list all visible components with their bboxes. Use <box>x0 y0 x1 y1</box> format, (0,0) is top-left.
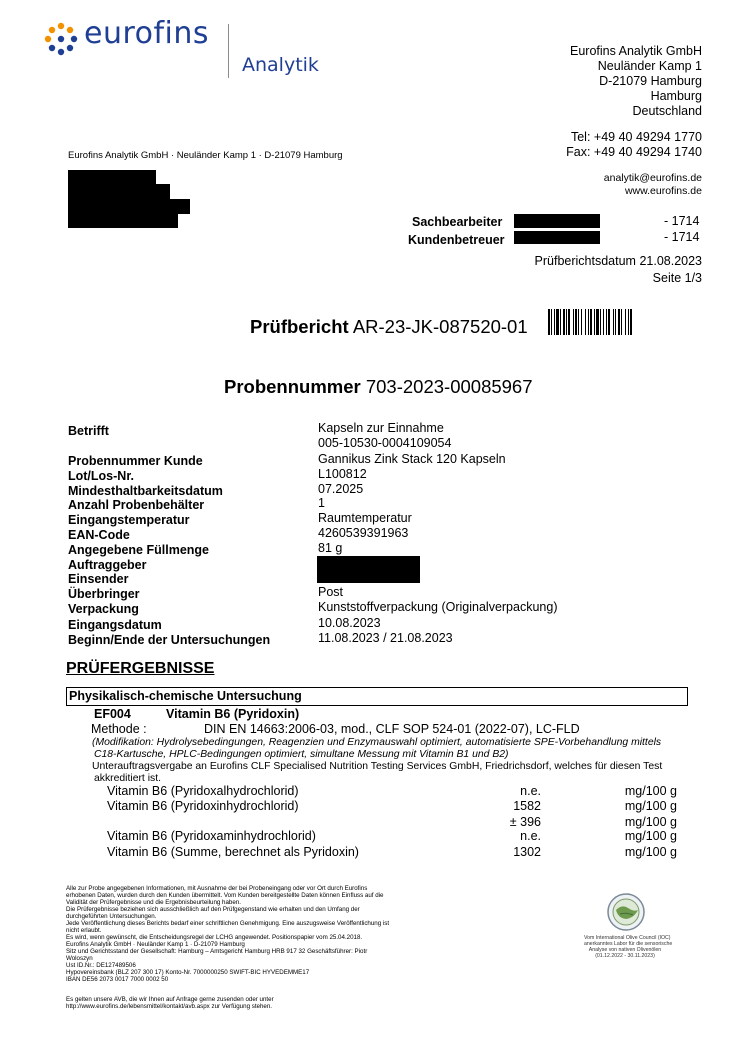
property-value: Kunststoffverpackung (Originalverpackung) <box>318 600 558 614</box>
modification-line: C18-Kartusche, HPLC-Bedingungen optimiert, simultane Messung mit Vitamin B1 und B2) <box>94 749 509 760</box>
property-value: Raumtemperatur <box>318 511 412 525</box>
ioc-line: Vom International Olive Council (IOC) <box>584 935 671 941</box>
property-value: 81 g <box>318 541 343 555</box>
property-label: Einsender <box>68 572 129 586</box>
method-label: Methode : <box>91 722 147 736</box>
avb-line[interactable]: http://www.eurofins.de/lebensmittel/kontakt/avb.aspx zur Verfügung stehen. <box>66 1003 273 1010</box>
redacted-sachbearbeiter <box>514 214 600 228</box>
tel: Tel: +49 40 49294 1770 <box>570 130 702 144</box>
property-value: 005-10530-0004109054 <box>318 436 452 450</box>
modification-line: (Modifikation: Hydrolysebedingungen, Reagenzien und Enzymauswahl optimiert, automatisierte SPE-Vorbehandlung mittels <box>92 737 662 748</box>
report-number: AR-23-JK-087520-01 <box>352 316 528 337</box>
property-value: Post <box>318 585 344 599</box>
result-value: n.e. <box>520 784 541 798</box>
kundenbetreuer-label: Kundenbetreuer <box>408 233 505 247</box>
method-text: DIN EN 14663:2006-03, mod., CLF SOP 524-01 (2022-07), LC-FLD <box>204 722 580 736</box>
property-value: Kapseln zur Einnahme <box>318 421 444 435</box>
property-label: Mindesthaltbarkeitsdatum <box>68 484 223 498</box>
ioc-line: anerkanntes Labor für die sensorische <box>584 941 673 947</box>
method-modification <box>92 737 661 761</box>
subcontract-line: akkreditiert ist. <box>94 773 161 784</box>
footer-line: Sitz und Gerichtsstand der Gesellschaft: Hamburg – Amtsgericht Hamburg HRB 917 32 Geschäftsführer: Piotr <box>66 948 368 955</box>
result-unit: mg/100 g <box>624 829 677 843</box>
result-value: n.e. <box>520 829 541 843</box>
property-label: Überbringer <box>68 587 140 601</box>
footer-line: Eurofins Analytik GmbH · Neuländer Kamp 1 · D-21079 Hamburg <box>66 941 245 948</box>
property-label: Anzahl Probenbehälter <box>68 498 205 512</box>
return-address: Eurofins Analytik GmbH · Neuländer Kamp 1 · D-21079 Hamburg <box>68 150 343 161</box>
property-value: 10.08.2023 <box>318 616 381 630</box>
footer-line: nicht erlaubt. <box>66 927 102 934</box>
kundenbetreuer-ext: - 1714 <box>664 230 700 244</box>
footer-line: IBAN DE56 2073 0017 7000 0002 50 <box>66 976 169 983</box>
results-heading: PRÜFERGEBNISSE <box>66 660 215 677</box>
property-value: 1 <box>318 496 325 510</box>
subcontract-note <box>92 761 662 785</box>
redacted-einsender <box>317 569 420 583</box>
logo-sub: Analytik <box>242 54 319 76</box>
property-label: Angegebene Füllmenge <box>68 543 209 557</box>
property-value: 11.08.2023 / 21.08.2023 <box>318 631 453 645</box>
ioc-seal <box>606 892 646 932</box>
result-value: 1302 <box>513 845 541 859</box>
footer-line: Validität der Prüfergebnisse und die Ergebnisbeurteilung haben. <box>66 899 241 906</box>
property-label: Probennummer Kunde <box>68 454 203 468</box>
analyte-name: Vitamin B6 (Pyridoxin) <box>166 707 300 721</box>
results-section-title: Physikalisch-chemische Untersuchung <box>69 689 302 703</box>
property-label: Betrifft <box>68 424 109 438</box>
subcontract-line: Unterauftragsvergabe an Eurofins CLF Specialised Nutrition Testing Services GmbH, Friedrichsdorf, welches für diesen Test <box>92 761 663 772</box>
footer-line: Jede Veröffentlichung dieses Berichts bedarf einer schriftlichen Genehmigung. Eine auszugsweise Veröffentlichung ist <box>66 920 390 927</box>
ioc-line: Analyse von nativen Olivenölen <box>588 947 662 953</box>
footer-line: Es wird, wenn gewünscht, die Entscheidungsregel der LCHG angewendet. Positionspapier vom 25.04.2018. <box>66 934 363 941</box>
results-section-box <box>66 687 688 706</box>
footer-line: Ust ID.Nr.: DE127489506 <box>66 962 136 969</box>
property-label: Beginn/Ende der Untersuchungen <box>68 633 271 647</box>
sample-number: 703-2023-00085967 <box>365 376 533 397</box>
footer-line: Alle zur Probe angegebenen Informationen, mit Ausnahme der bei Probeneingang oder vor Ort durch Eurofins <box>66 885 368 892</box>
email[interactable]: analytik@eurofins.de <box>603 172 702 184</box>
footer-avb <box>66 996 274 1010</box>
sender-line: Hamburg <box>650 89 702 103</box>
redacted-recipient-line <box>68 170 156 184</box>
report-date: Prüfberichtsdatum 21.08.2023 <box>534 254 702 268</box>
sender-line: D-21079 Hamburg <box>599 74 702 88</box>
ioc-globe-icon <box>606 892 646 932</box>
footer-line: Hypovereinsbank (BLZ 207 300 17) Konto-Nr. 7000000250 SWIFT-BIC HYVEDEMME17 <box>66 969 310 976</box>
sender-line: Neuländer Kamp 1 <box>597 59 702 73</box>
result-value: ± 396 <box>509 815 541 829</box>
logo-divider <box>228 24 229 78</box>
property-label: Eingangstemperatur <box>68 513 190 527</box>
result-value: 1582 <box>513 799 541 813</box>
property-value: 07.2025 <box>318 482 364 496</box>
sender-line: Deutschland <box>632 104 702 118</box>
property-value: 4260539391963 <box>318 526 409 540</box>
website[interactable]: www.eurofins.de <box>624 185 702 197</box>
footer-line: erhobenen Daten, wurden durch den Kunden übermittelt. Vom Kunden bereitgestellte Daten können Einfluss auf die <box>66 892 384 899</box>
report-label: Prüfbericht <box>250 316 349 337</box>
property-label: Eingangsdatum <box>68 618 162 632</box>
property-label: Verpackung <box>68 602 139 616</box>
redacted-kundenbetreuer <box>514 231 600 244</box>
page-info: Seite 1/3 <box>652 271 702 285</box>
footer-line: durchgeführten Untersuchungen. <box>66 913 157 920</box>
avb-line: Es gelten unsere AVB, die wir Ihnen auf Anfrage gerne zusenden oder unter <box>66 996 274 1003</box>
barcode <box>548 309 688 335</box>
result-unit: mg/100 g <box>624 845 677 859</box>
redacted-recipient-line <box>68 184 170 199</box>
barcode-bar <box>632 309 633 335</box>
contact-phone <box>566 130 702 160</box>
property-value: L100812 <box>318 467 367 481</box>
footer-legal <box>66 885 389 983</box>
eurofins-logo <box>44 14 344 78</box>
redacted-recipient-line <box>68 214 178 228</box>
result-unit: mg/100 g <box>624 799 677 813</box>
ioc-line: (01.12.2022 - 30.11.2023) <box>595 953 655 959</box>
fax: Fax: +49 40 49294 1740 <box>566 145 702 159</box>
ioc-text <box>584 935 673 959</box>
analysis-code: EF004 <box>94 707 131 721</box>
property-label: Lot/Los-Nr. <box>68 469 134 483</box>
property-value: Gannikus Zink Stack 120 Kapseln <box>318 452 506 466</box>
footer-line: Die Prüfergebnisse beziehen sich ausschließlich auf den Prüfgegenstand wie erhalten und den Umfang der <box>66 906 360 913</box>
property-label: Auftraggeber <box>68 558 147 572</box>
sachbearbeiter-ext: - 1714 <box>664 214 700 228</box>
result-name: Vitamin B6 (Summe, berechnet als Pyridoxin) <box>107 845 359 859</box>
contact-web <box>604 172 702 198</box>
sachbearbeiter-label: Sachbearbeiter <box>412 215 503 229</box>
footer-line: Woloszyn <box>66 955 93 962</box>
result-name: Vitamin B6 (Pyridoxinhydrochlorid) <box>107 799 299 813</box>
logo-brand: eurofins <box>84 16 210 51</box>
sample-title <box>224 376 533 398</box>
sample-label: Probennummer <box>224 376 361 397</box>
sender-line: Eurofins Analytik GmbH <box>570 44 702 58</box>
property-label: EAN-Code <box>68 528 130 542</box>
eurofins-dots-icon <box>44 22 78 56</box>
sender-address <box>570 44 702 119</box>
redacted-recipient-line <box>68 199 190 214</box>
report-title <box>250 316 528 338</box>
result-name: Vitamin B6 (Pyridoxaminhydrochlorid) <box>107 829 316 843</box>
result-unit: mg/100 g <box>624 784 677 798</box>
result-name: Vitamin B6 (Pyridoxalhydrochlorid) <box>107 784 299 798</box>
result-unit: mg/100 g <box>624 815 677 829</box>
